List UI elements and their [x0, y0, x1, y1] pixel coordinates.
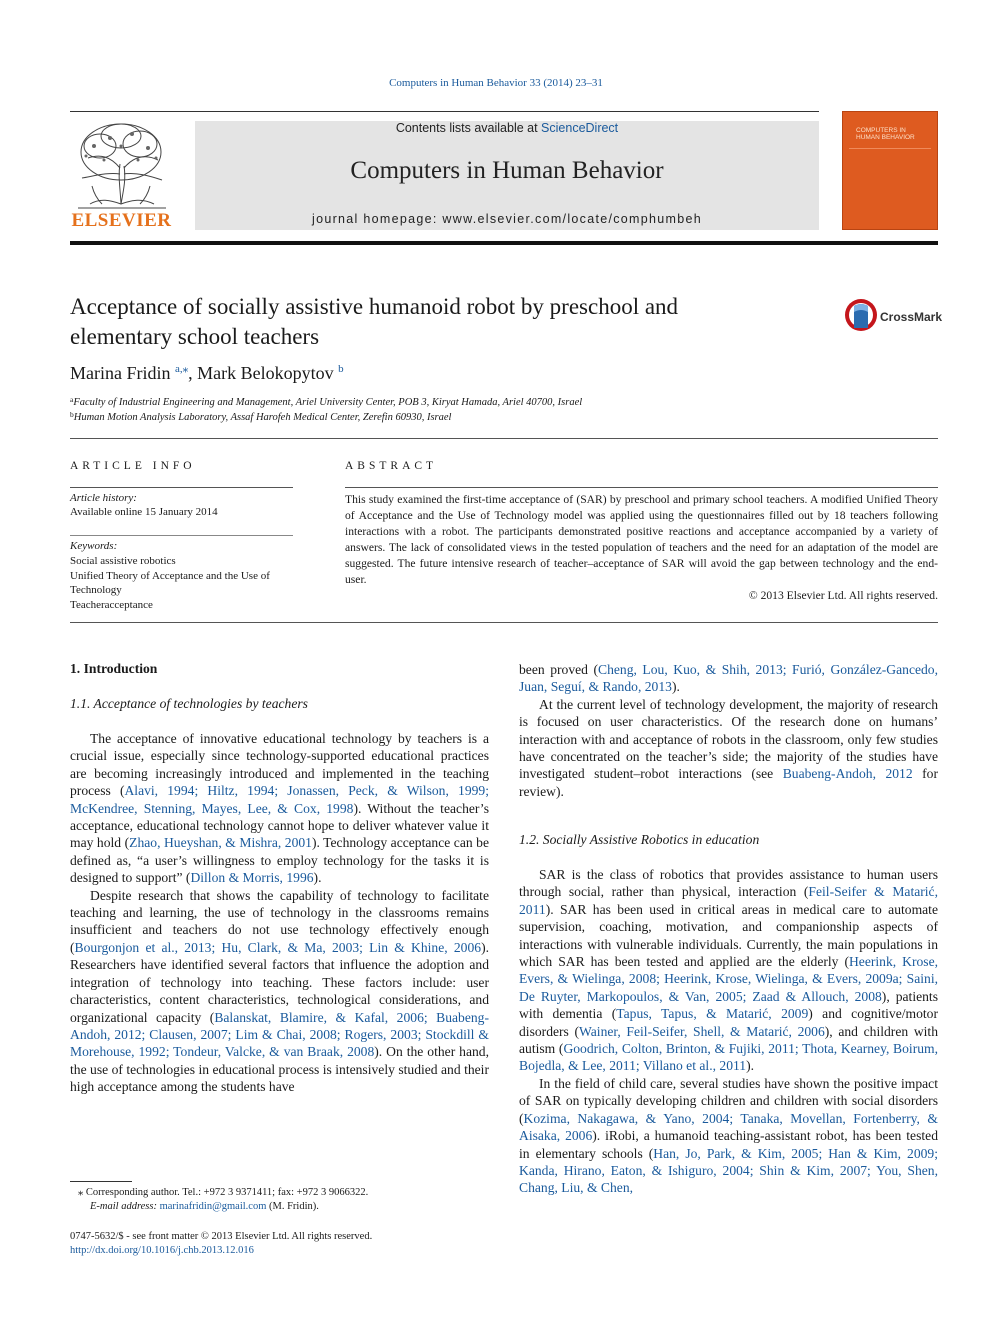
affiliation-mark: b — [70, 410, 74, 419]
contents-prefix: Contents lists available at — [395, 121, 542, 135]
keywords-rule — [70, 535, 293, 536]
article-history-label: Article history: — [70, 492, 137, 504]
body-top-rule — [70, 622, 938, 623]
citation-link[interactable]: Feil-Seifer & Matarić, 2011 — [519, 884, 938, 917]
email-link[interactable]: marinafridin@gmail.com — [159, 1201, 267, 1212]
abstract-rule — [345, 487, 938, 488]
citation-link[interactable]: Zhao, Hueyshan, & Mishra, 2001 — [129, 835, 312, 851]
paragraph-text: ). — [746, 1058, 755, 1074]
keywords-label: Keywords: — [70, 540, 118, 552]
body-paragraph — [519, 1075, 938, 1197]
header-bottom-rule — [70, 241, 938, 245]
affiliation-text: Human Motion Analysis Laboratory, Assaf Harofeh Medical Center, Zerefin 60930, Israel — [73, 412, 452, 423]
citation-link[interactable]: Heerink, Krose, Evers, & Wielinga, 2008; Heerink, Krose, Wielinga, & Evers, 2009a; Saini, De Ruyter, Markopoulos, & Van, 2005; Zaad & Allouch, 2008 — [519, 954, 938, 1004]
author-affiliation-mark[interactable]: b — [338, 363, 344, 375]
elsevier-wordmark[interactable]: ELSEVIER — [71, 210, 172, 231]
article-info-rule — [70, 487, 293, 488]
paragraph-text: ). — [313, 870, 322, 886]
journal-title: Computers in Human Behavior — [350, 157, 664, 184]
citation-link[interactable]: Bourgonjon et al., 2013; Hu, Clark, & Ma, 2003; Lin & Khine, 2006 — [74, 939, 482, 955]
body-paragraph — [519, 661, 938, 696]
email-footnote — [90, 1201, 319, 1212]
cover-title-line2: HUMAN BEHAVIOR — [856, 134, 915, 141]
affiliation-a — [70, 395, 582, 408]
sciencedirect-link[interactable]: ScienceDirect — [541, 121, 619, 135]
paragraph-text: ) and cognitive/motor disorders ( — [519, 1006, 938, 1039]
citation-link[interactable]: Balanskat, Blamire, & Kafal, 2006; Buabeng-Andoh, 2012; Clausen, 2007; Lim & Chai, 2008; Rogers, 2003; Stockdill & Morehouse, 1992; Tondeur, Valcke, & van Braak, 2008 — [70, 1009, 489, 1060]
paragraph-text: ), patients with dementia ( — [519, 988, 939, 1022]
body-paragraph — [519, 696, 938, 800]
author-name[interactable]: Mark Belokopytov — [197, 363, 334, 383]
author-name[interactable]: Marina Fridin — [70, 363, 171, 383]
paragraph-text: At the current level of technology development, the majority of research is focused on user characteristics. Of the research done on humans’ interaction with and acceptance of robots in the classroom, only few studies have concentrated on the teacher’s side; the majority of the studies have investigated student–robot interactions (see — [519, 696, 938, 782]
affiliation-b — [70, 410, 451, 423]
abstract-text: This study examined the first-time acceptance of (SAR) by preschool and primary school teachers. A modified Unified Theory of Acceptance and the Use of Technology model was applied using the questionnaires filled out by 18 teachers following interactions with a robot. The participants demonstrated positive reactions and acceptance accompanied by a variety of answers. The lack of consolidated views in the tested population of teachers and the need for an adaptation of the model are suggested. The future intensive research of teacher–acceptance of SAR will avoid the gap between technology and the end-user. — [345, 493, 938, 586]
section-heading-introduction: 1. Introduction — [70, 661, 158, 676]
journal-homepage-line — [195, 212, 819, 226]
footnote-text: Corresponding author. Tel.: +972 3 9371411; fax: +972 3 9066322. — [83, 1187, 369, 1198]
footnote-rule — [70, 1181, 132, 1182]
citation-link[interactable]: Goodrich, Colton, Brinton, & Fujiki, 2011; Thota, Kearney, Boirum, Bojedla, & Lee, 2011; Villano et al., 2011 — [519, 1041, 938, 1074]
citation-link[interactable]: Tapus, Tapus, & Matarić, 2009 — [616, 1006, 809, 1022]
body-paragraph — [519, 866, 938, 1075]
paragraph-text: SAR is the class of robotics that provides assistance to human users through social, rather than physical, interaction ( — [519, 867, 938, 900]
email-label: E-mail address: — [90, 1201, 160, 1212]
paragraph-text: ). — [671, 679, 680, 695]
paragraph-text: Despite research that shows the capability of technology to facilitate teaching and learning, the use of technology in the classrooms remains insufficient and teachers do not use technology effectively enough ( — [70, 887, 489, 955]
author-separator: , — [188, 363, 198, 383]
body-paragraph — [70, 887, 489, 1096]
article-history-value: Available online 15 January 2014 — [70, 506, 218, 518]
citation-link[interactable]: Cheng, Lou, Kuo, & Shih, 2013; Furió, González-Gancedo, Juan, Seguí, & Rando, 2013 — [519, 662, 938, 695]
paragraph-text: been proved ( — [519, 662, 598, 677]
left-column-body — [70, 730, 489, 1096]
abstract-heading: ABSTRACT — [345, 460, 438, 472]
paragraph-text: ). On the other hand, the use of technologies in educational process is intensively studied and their high acceptance among the students have — [70, 1044, 489, 1095]
footnote-star: ⁎ — [78, 1187, 84, 1198]
body-paragraph — [70, 730, 489, 887]
article-title-line2: elementary school teachers — [70, 324, 320, 349]
paragraph-text: In the field of child care, several studies have shown the positive impact of SAR on typically developing children and children with social disorders ( — [519, 1075, 938, 1126]
affiliation-text: Faculty of Industrial Engineering and Management, Ariel University Center, POB 3, Kiryat Hamada, Ariel 40700, Israel — [73, 397, 583, 408]
paragraph-text: ). Without the teacher’s acceptance, educational technology cannot hope to deliver whatever value it may hold ( — [70, 800, 489, 851]
keyword-item: Technology — [70, 584, 122, 596]
paragraph-text: for review). — [519, 766, 938, 799]
right-column-body-top — [519, 661, 938, 800]
keyword-item: Unified Theory of Acceptance and the Use of — [70, 569, 270, 582]
cover-rule — [849, 148, 931, 222]
affiliation-rule — [70, 438, 938, 439]
affiliation-mark: a — [70, 395, 74, 404]
citation-link[interactable]: Han, Jo, Park, & Kim, 2005; Han & Kim, 2009; Kanda, Hirano, Eaton, & Ishiguro, 2004; Shin & Kim, 2007; You, Shen, Chang, Liu, & Chen, — [519, 1145, 938, 1196]
homepage-prefix: journal homepage: — [312, 212, 443, 226]
article-title-line1: Acceptance of socially assistive humanoid robot by preschool and — [70, 294, 679, 319]
paragraph-text: ). iRobi, a humanoid teaching-assistant robot, has been tested in elementary schools ( — [519, 1128, 938, 1161]
paragraph-text: ). Researchers have identified several factors that influence the adoption and integration of technology into teaching. These factors include: user characteristics, content characteristics, technological considerations, and organizational capacity ( — [70, 939, 489, 1025]
cover-title-line1: COMPUTERS IN — [856, 127, 906, 134]
author-list — [70, 362, 344, 384]
homepage-url-link[interactable]: www.elsevier.com/locate/comphumbeh — [442, 212, 702, 226]
citation-link[interactable]: Dillon & Morris, 1996 — [190, 870, 314, 886]
subsection-heading-acceptance: 1.1. Acceptance of technologies by teachers — [70, 696, 308, 711]
journal-cover-title — [856, 127, 934, 141]
contents-available-line — [195, 121, 819, 135]
header-top-rule — [70, 111, 819, 112]
abstract-copyright: © 2013 Elsevier Ltd. All rights reserved. — [748, 589, 938, 602]
paragraph-text: ). SAR has been used in critical areas in medical care to automate supervision, coaching, motivation, and companionship aspects of interactions with vulnerable individuals. Currently, the main populations in which SAR has been tested and applied are the elderly ( — [519, 901, 938, 970]
article-title — [70, 292, 810, 352]
paragraph-text: ). Technology acceptance can be defined as, “a user’s willingness to employ technology for the tasks it is designed to support” ( — [70, 835, 489, 886]
issn-line: 0747-5632/$ - see front matter © 2013 Elsevier Ltd. All rights reserved. — [70, 1231, 373, 1242]
right-column-body-bottom — [519, 866, 938, 1197]
corresponding-author-footnote — [78, 1186, 368, 1198]
citation-link[interactable]: Buabeng-Andoh, 2012 — [782, 766, 913, 782]
journal-citation[interactable]: Computers in Human Behavior 33 (2014) 23–31 — [389, 77, 603, 89]
paragraph-text: The acceptance of innovative educational technology by teachers is a crucial issue, especially since technology-supported educational practices are becoming increasingly introduced and implemented in the teaching process ( — [70, 731, 489, 799]
keywords-list — [70, 554, 300, 612]
email-suffix: (M. Fridin). — [266, 1201, 319, 1212]
keyword-item: Teacheracceptance — [70, 598, 153, 611]
article-info-heading: ARTICLE INFO — [70, 460, 196, 472]
doi-link[interactable]: http://dx.doi.org/10.1016/j.chb.2013.12.016 — [70, 1245, 254, 1256]
citation-link[interactable]: Kozima, Nakagawa, & Yano, 2004; Tanaka, Movellan, Fortenberry, & Aisaka, 2006 — [519, 1110, 938, 1144]
citation-link[interactable]: Wainer, Feil-Seifer, Shell, & Matarić, 2006 — [579, 1023, 825, 1039]
crossmark-label[interactable]: CrossMark — [880, 310, 943, 324]
subsection-heading-sar: 1.2. Socially Assistive Robotics in education — [519, 832, 760, 847]
author-affiliation-mark[interactable]: a,⁎ — [175, 363, 189, 375]
paragraph-text: ), and children with autism ( — [519, 1023, 938, 1057]
citation-link[interactable]: Alavi, 1994; Hiltz, 1994; Jonassen, Peck, & Wilson, 1999; McKendree, Stenning, Mayes, Lee, & Cox, 1998 — [70, 783, 489, 816]
keyword-item: Social assistive robotics — [70, 555, 176, 567]
